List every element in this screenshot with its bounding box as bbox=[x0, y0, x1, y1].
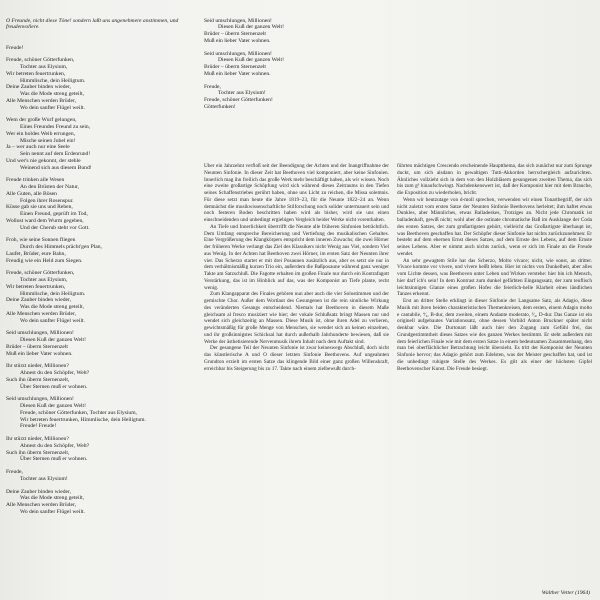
essay-author: Walther Vetter (1964) bbox=[541, 590, 590, 596]
poem-line: Durch des Himmels prächt'gen Plan, bbox=[20, 244, 102, 250]
poem-line: Alle Menschen werden Brüder, bbox=[6, 97, 76, 104]
poem-line: Wo dein sanfter Flügel weilt. bbox=[20, 508, 85, 515]
poem-stanza bbox=[6, 237, 196, 264]
poem-line: Wir betreten feuertrunken, bbox=[6, 70, 66, 77]
poem-line: Seid umschlungen, Millionen! bbox=[6, 330, 74, 337]
poem-stanza bbox=[6, 469, 196, 483]
poem-line: Deine Zauber binden wieder, bbox=[6, 297, 72, 304]
essay-paragraph: Der gesangene Teil der Neunten Sinfonie ist zwar keineswegs Abschluß, doch nicht das künstlerische A und O dieser letzten Sinfonie Beethovens. Auf ungeahnten Grundton erzielt im ersten Satze das klingende Bild einer ganz großen Willenskraft, erreichbar bis Steigerung bis zu 17. Takte nach einem zielbewußt durch- bbox=[204, 345, 389, 372]
poem-line: Freude trinken alle Wesen bbox=[6, 177, 65, 184]
poem-line: Küsse gab sie uns und Reben, bbox=[6, 204, 73, 211]
poem-line: Freude, schöner Götterfunken, Tochter aus Elysium, bbox=[20, 409, 137, 416]
poem-stanza bbox=[6, 177, 196, 231]
essay-paragraph: führten mächtigen Crescendo erscheinende Hauptthema, das sich zunächst nur zum Sprunge duckt, um sich alsdann in gewaltigen Tutti-Akkorden herrschergleich aufzurichten. Ähnliches vollzieht sich in dem von den Holzbläsern gesungenen zweiten Thema, das sich bis zum g³ hinaufschwingt. Nachdenkenswert ist, daß der Komponist hier mit dem Brauche, die Exposition zu wiederholen, bricht. bbox=[397, 163, 592, 196]
poem-line: Was die Mode streng geteilt, bbox=[20, 304, 85, 310]
poem-stanza bbox=[6, 117, 196, 171]
poem-line: Weinend sich aus diesem Bund! bbox=[20, 164, 92, 171]
poem-stanza bbox=[6, 363, 196, 390]
poem-line: Freude, schöner Götterfunken, bbox=[6, 57, 75, 64]
poem-intro: O Freunde, nicht diese Töne! sondern laßt uns angenehmere anstimmen, und freudenvollere. bbox=[6, 17, 180, 31]
poem-line: Wo dein sanfter Flügel weilt. bbox=[20, 104, 85, 111]
poem-stanzas-left bbox=[6, 45, 196, 516]
poem-line: Götterfunken! bbox=[204, 103, 236, 110]
poem-line: Froh, wie seine Sonnen fliegen bbox=[6, 237, 76, 244]
poem-line: Tochter aus Elysium, bbox=[20, 277, 68, 283]
poem-line: Diesen Kuß der ganzen Welt! bbox=[218, 57, 284, 64]
essay-paragraph: Erst an dritter Stelle erklingt in dieser Sinfonie der Langsame Satz, als Adagio, diese Musik mit ihren beiden charakteristischen Themenkreisen, dem ersten, einem Adagio molto e cantabile, ⁴⁄₄, B-dur, dem zweiten, einem Andante moderato, ³⁄₄, D-dur. Das Ganze ist ein originell aufgebautes Variationssatz, ohne dessen Vorbild Anton Bruckner später nicht denkbar wäre. Die Durtonart läßt auch hier den Zugang zum Gefühl frei, das Grundgestimmtheit dieses Satzes wie des ganzen Werkes bestimmt. Er steht außerdem mit dem feierlichen Finale wie mit dem ersten Satze in einem bedeutsamen Zusammenhang, den man bei oberflächlicher Betrachtung leicht übersieht. Es tritt der Komponist der Neunten Sinfonie hervor; das Adagio gehört zum Edelsten, was der Meister geschaffen hat, und ist die unbedingt ruhigste Stelle des Werkes. Es gilt als einer der höchsten Gipfel Beethovenscher Kunst. Die Freude besiegt. bbox=[397, 298, 592, 372]
poem-line: Einen Freund, geprüft im Tod, bbox=[20, 211, 88, 217]
poem-line: Deine Zauber binden wieder, bbox=[6, 488, 72, 495]
poem-line: Laufet, Brüder, eure Bahn, bbox=[6, 250, 66, 257]
poem-line: Brüder – überm Sternenzelt bbox=[204, 64, 266, 70]
poem-line: Eines Freundes Freund zu sein, bbox=[20, 124, 91, 130]
poem-column-1 bbox=[6, 4, 196, 535]
poem-line: Brüder – überm Sternenzelt bbox=[6, 343, 68, 350]
poem-line: Tochter aus Elysium! bbox=[20, 475, 68, 482]
poem-line: Freude, bbox=[6, 469, 23, 475]
poem-stanza bbox=[6, 436, 196, 463]
essay-paragraph: An sehr gewagtem Stile hat das Scherzo, Molto vivace; nicht, wie sonst, an dritter. Vivace komme vor vivere, und vivere heißt leben. Hier ist nichts von Dunkelheit, aber alles vom Lichte dessen, was Beethoven unter Leben und Wirken verstehe: hier bin ich Mensch, hier darf ich's sein! In dem Kontrast zum dunkel gefärbten Eingangssatz, der zum teuflisch leichtsinnigen Glanze eines großen Hofes die feierlich-helle Klarheit eines ländlichen Tanzes erkennt. bbox=[397, 257, 592, 298]
poem-line: Ihr stürzt nieder, Millionen? bbox=[6, 363, 69, 370]
poem-line: Seid umschlungen, Millionen! bbox=[204, 50, 272, 57]
essay-column-right bbox=[397, 163, 592, 595]
poem-line: Alle Menschen werden Brüder, bbox=[6, 310, 76, 317]
poem-stanzas-right bbox=[204, 18, 394, 111]
poem-stanza bbox=[204, 84, 394, 111]
poem-line: Deine Zauber binden wieder, bbox=[6, 84, 72, 91]
poem-line: Diesen Kuß der ganzen Welt! bbox=[20, 337, 86, 343]
poem-line: Such ihn überm Sternenzelt, bbox=[6, 376, 70, 383]
poem-stanza bbox=[6, 57, 196, 111]
poem-line: Tochter aus Elysium, bbox=[20, 64, 68, 70]
poem-line: Freude! bbox=[6, 44, 24, 51]
poem-line: Und der Cherub steht vor Gott. bbox=[20, 224, 90, 231]
poem-line: Wir betreten feuertrunken, bbox=[6, 283, 66, 290]
poem-stanza bbox=[204, 51, 394, 78]
poem-line: Über Sternen muß er wohnen. bbox=[20, 456, 88, 463]
poem-line: Such ihn überm Sternenzelt, bbox=[6, 449, 70, 456]
poem-line: Freude, schöner Götterfunken, bbox=[6, 270, 75, 277]
poem-line: Wollust ward dem Wurm gegeben, bbox=[6, 217, 84, 224]
poem-line: Ihr stürzt nieder, Millionen? bbox=[6, 436, 69, 442]
poem-stanza bbox=[6, 45, 196, 52]
essay-paragraph: Wenn wir heutzutage von d-moll sprechen, verwenden wir einen Tonartbegriff, der sich nicht zuletzt vom ersten Satze der Neunten Sinfonie Beethovens herleitet; ihm haftet etwas Dunkles, aber Männliches, etwas Balladeskes, Trotziges an. Nicht jede Chromatik ist balladenhaft, gewiß nicht; wohl aber die ostinate chromatische Baß im Ausklange der Coda des ersten Satzes, der zum großartigsten gehört, vielleicht das Großartigste überhaupt ist, was Beethoven geschaffen hat. Der Schöpfer dieser Sinfonie hat nichts zurückzunehmen: Er besteht auf dem ehernen Ernst dieses Satzes, auf dem Ernste des Lebens, auf dem Ernste seines Lebens. Aber er nimmt auch nichts zurück, wenn er sich im Finale an die Freude wendet. bbox=[397, 196, 592, 257]
essay-paragraph: Über ein Jahrzehnt verfloß seit der Beendigung der Achten und der Inangriffnahme der Neunten Sinfonie. In dieser Zeit hat Beethoven viel komponiert, aber keine Sinfonien. Innerlich mag ihn freilich das große Werk mehr beschäftigt haben, als wir wissen. Noch eine zweite großartige Schöpfung wird sich während dieses Zeitraums in den Tiefen seines Schaffenstriebes gerührt haben, ohne uns Licht zu reichen, die Missa solemnis. Für diese setzt man heute die Jahre 1819–23, für die Neunte 1822–24 an. Wenn demnächst die musikwissenschaftliche Stilforschung noch solider untermauert sein und noch festeren Boden beschritten haben wird als bisher, wird sie uns einen einschneidenden und unbedingt ergiebigen Vergleich beider Werke nicht vorenthalten. bbox=[204, 163, 389, 223]
poem-line: Sein nennt auf dem Erdenrund! bbox=[20, 151, 91, 157]
essay-column-left bbox=[204, 163, 389, 595]
essay-paragraph: An Tiefe und Innerlichkeit übertrifft die Neunte alle früheren Sinfonien beträchtlich. Dem Umfang entspreche Bereicherung und Vertiefung des musikalischen Gehaltes. Eine Vergrößerung des Klangkörpers entspricht dem inneren Zuwachs; die zwei Hörner der früheren Werke verlangt das Ziel des Klassikers nicht Wenig aus Viel, sondern Viel aus Wenig. In der Achten hat Beethoven zwei Hörner, im ersten Satz der Neunten ihrer vier. Das Scherzo startet er mit drei Posaunen zusätzlich aus, aber es setzt sie nur in dem verhältnismäßig kurzen Trio ein, außerdem die Baßposaune während ganz weniger Takte am Satzschluß. Die Fagotte erhalten im großen Finale nur durch ein Kontrafagott Verstärkung, das ist im Hinblick auf das, was der Komponist an Tiefe plante, recht wenig. bbox=[204, 223, 389, 291]
poem-line: Wer ein holdes Weib errungen, bbox=[6, 130, 76, 137]
poem-line: Ahnest du den Schöpfer, Welt? bbox=[20, 442, 90, 449]
poem-line: Himmlische, dein Heiligtum. bbox=[20, 77, 86, 84]
poem-stanza bbox=[6, 396, 196, 430]
poem-stanza bbox=[6, 330, 196, 357]
poem-line: Wo dein sanfter Flügel weilt. bbox=[20, 317, 85, 324]
poem-line: Freude, schöner Götterfunken! bbox=[204, 97, 273, 103]
poem-line: Muß ein lieber Vater wohnen. bbox=[204, 70, 271, 77]
poem-line: Freude! Freude! bbox=[20, 423, 57, 430]
poem-line: Was die Mode streng geteilt, bbox=[20, 91, 85, 97]
poem-line: Und wer's nie gekonnt, der stehle bbox=[6, 157, 81, 164]
poem-line: Alle Guten, alle Bösen bbox=[6, 190, 57, 197]
poem-stanza bbox=[6, 270, 196, 324]
poem-line: Diesen Kuß der ganzen Welt! bbox=[20, 403, 86, 409]
poem-stanza bbox=[6, 489, 196, 516]
poem-line: An den Brüsten der Natur, bbox=[20, 184, 79, 190]
poem-line: Folgen ihrer Rosenspur. bbox=[20, 197, 74, 204]
poem-line: Wir betreten feuertrunken, Himmlische, dein Heiligtum. bbox=[20, 416, 146, 423]
poem-line: Muß ein lieber Vater wohnen. bbox=[204, 37, 271, 44]
poem-line: Tochter aus Elysium! bbox=[218, 90, 266, 97]
poem-line: Mische seinen Jubel ein! bbox=[20, 137, 76, 144]
poem-line: Himmlische, dein Heiligtum. bbox=[20, 290, 86, 297]
poem-line: Freude, bbox=[204, 83, 221, 90]
poem-line: Was die Mode streng geteilt, bbox=[20, 495, 85, 502]
poem-stanza bbox=[204, 18, 394, 45]
poem-line: Alle Menschen werden Brüder, bbox=[6, 502, 76, 508]
poem-line: Wem der große Wurf gelungen, bbox=[6, 117, 77, 124]
poem-line: Diesen Kuß der ganzen Welt! bbox=[218, 24, 284, 31]
essay-paragraph: Zum Klangapparat des Finales gehören nun aber auch die vier Solostimmen und der gemischte Chor. Außer dem Wortlaut des Gesungenen ist die rein sinnliche Wirkung des veränderten Gesangs entscheidend. Niemals hat Beethoven in diesem Maße gleichsam al fresco musiziert wie hier; der vokale Schlußsatz bringt Massen nur und wendet sich gleichzeitig an Massen. Diese Musik ist, ohne ihren Adel zu verlieren, gewichtsmäßig für große Menge von Menschen, sie wendet sich an keinen einzelnen, und ihr großsinnigstes Schicksal hat durch außerhalb Jahrhunderte bewiesen, daß sie Werke der ästhetisierende Nervenmusik ihrem Inhalt nach dem Auftakt sind. bbox=[204, 291, 389, 345]
poem-line: Freudig wie ein Held zum Siegen. bbox=[6, 257, 83, 264]
poem-line: Ahnest du den Schöpfer, Welt? bbox=[20, 370, 90, 376]
poem-line: Ja – wer auch nur eine Seele bbox=[6, 144, 70, 151]
poem-line: Seid umschlungen, Millionen! bbox=[204, 17, 272, 24]
poem-line: Brüder – überm Sternenzelt bbox=[204, 31, 266, 37]
poem-line: Über Sternen muß er wohnen. bbox=[20, 383, 88, 390]
poem-column-2 bbox=[204, 4, 394, 130]
poem-line: Muß ein lieber Vater wohnen. bbox=[6, 350, 73, 357]
poem-line: Seid umschlungen, Millionen! bbox=[6, 396, 74, 403]
